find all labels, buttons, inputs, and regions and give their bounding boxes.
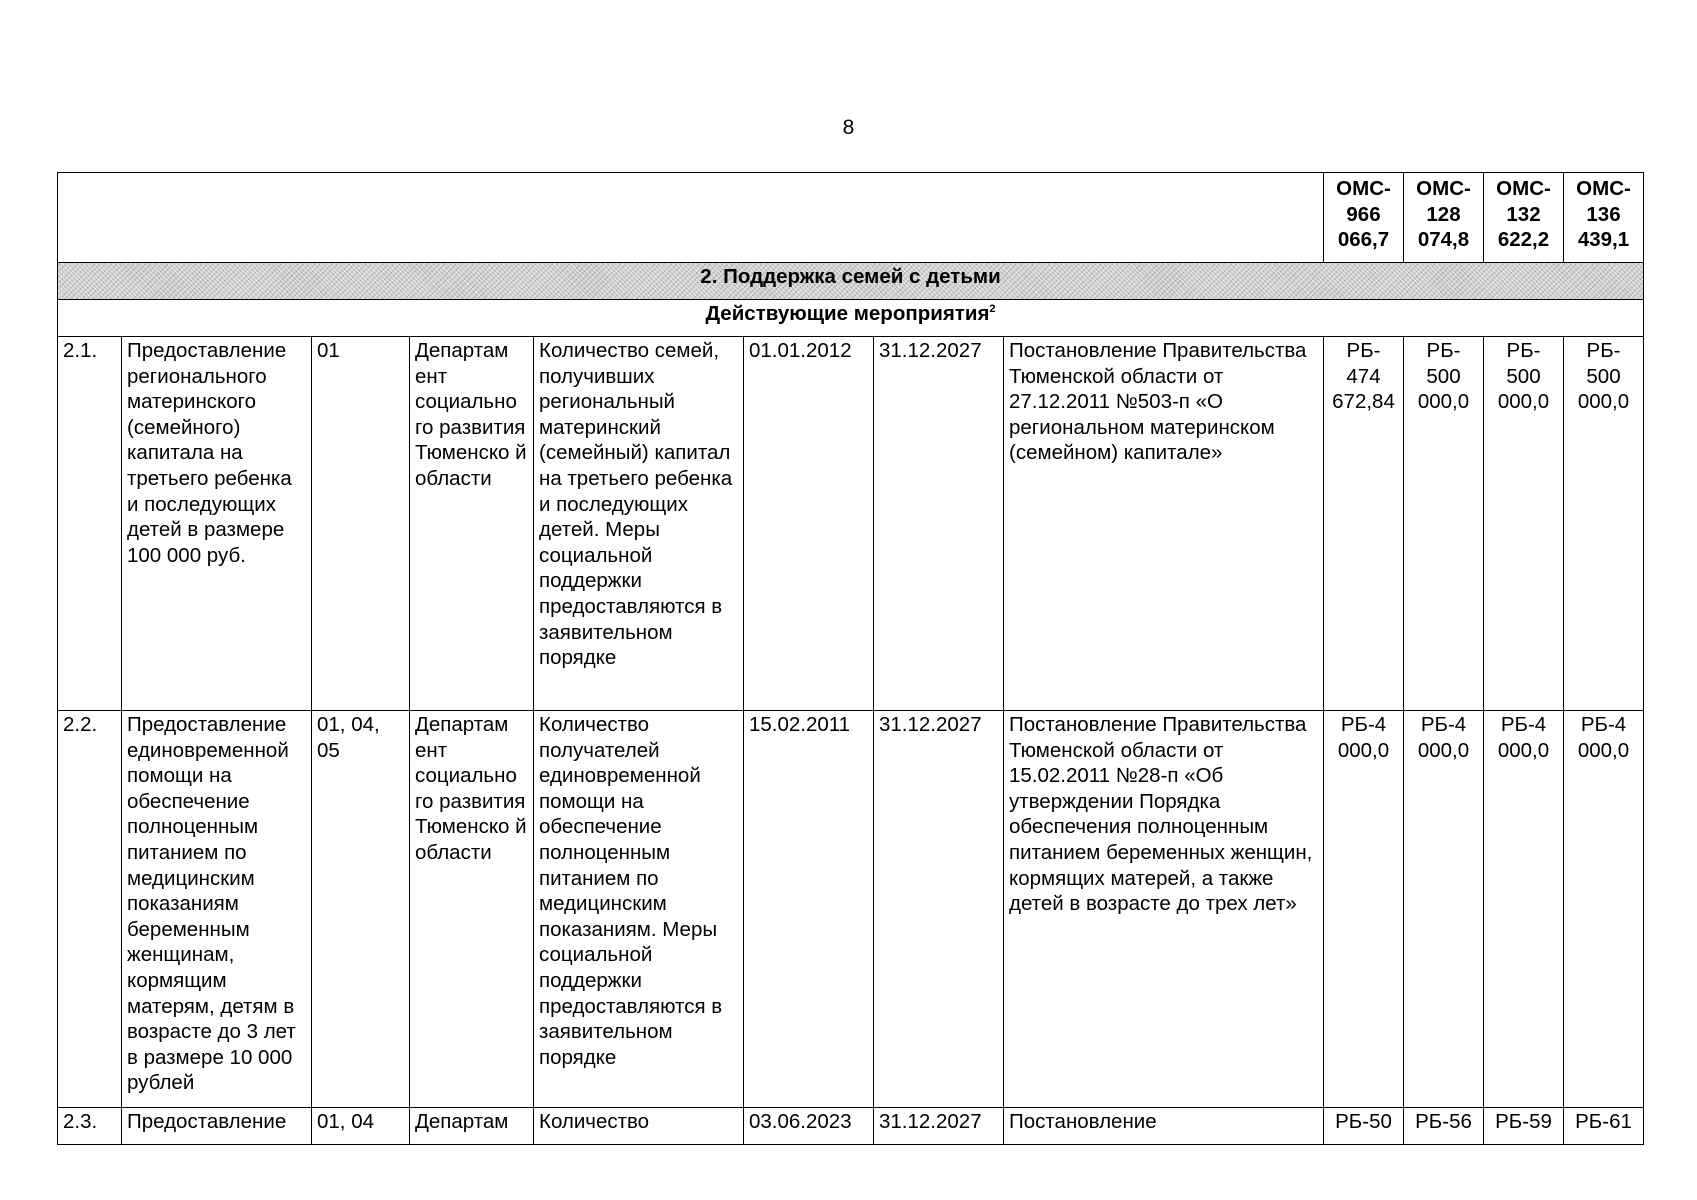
- table-row: [58, 1108, 1644, 1145]
- section-title: 2. Поддержка семей с детьми: [58, 263, 1644, 300]
- department-cell: Департам ент социально го развития Тюменско й области: [410, 337, 534, 711]
- funding-cell: РБ-4 000,0: [1484, 711, 1564, 1108]
- section-header-row: [58, 263, 1644, 300]
- funding-cell: ОМС- 136 439,1: [1564, 173, 1644, 263]
- end-date: 31.12.2027: [874, 711, 1004, 1108]
- table-row: [58, 337, 1644, 711]
- funding-cell: РБ-59: [1484, 1108, 1564, 1145]
- start-date: 15.02.2011: [744, 711, 874, 1108]
- measure-name: Предоставление регионального материнского (семейного) капитала на третьего ребенка и последующих детей в размере 100 000 руб.: [122, 337, 312, 711]
- funding-cell: ОМС- 132 622,2: [1484, 173, 1564, 263]
- funding-cell: ОМС- 966 066,7: [1324, 173, 1404, 263]
- funding-cell: РБ- 500 000,0: [1564, 337, 1644, 711]
- measures-table: [57, 172, 1644, 1145]
- funding-cell: РБ- 474 672,84: [1324, 337, 1404, 711]
- funding-cell: РБ-4 000,0: [1564, 711, 1644, 1108]
- funding-cell: РБ-56: [1404, 1108, 1484, 1145]
- funding-cell: РБ- 500 000,0: [1484, 337, 1564, 711]
- funding-cell: ОМС- 128 074,8: [1404, 173, 1484, 263]
- header-blank-cell: [58, 173, 1324, 263]
- subsection-title: Действующие мероприятия: [705, 302, 990, 325]
- legal-act: Постановление: [1004, 1108, 1324, 1145]
- codes-cell: 01: [312, 337, 410, 711]
- legal-act: Постановление Правительства Тюменской области от 15.02.2011 №28-п «Об утверждении Порядка обеспечения полноценным питанием беременных женщин, кормящих матерей, а также детей в возрасте до трех лет»: [1004, 711, 1324, 1108]
- row-number: 2.2.: [58, 711, 122, 1108]
- row-number: 2.3.: [58, 1108, 122, 1145]
- measure-name: Предоставление: [122, 1108, 312, 1145]
- codes-cell: 01, 04, 05: [312, 711, 410, 1108]
- page-number: 8: [842, 116, 855, 139]
- indicator-cell: Количество получателей единовременной помощи на обеспечение полноценным питанием по медицинским показаниям. Меры социальной поддержки предоставляются в заявительном порядке: [534, 711, 744, 1108]
- measure-name: Предоставление единовременной помощи на обеспечение полноценным питанием по медицинским показаниям беременным женщинам, кормящим матерям, детям в возрасте до 3 лет в размере 10 000 рублей: [122, 711, 312, 1108]
- start-date: 01.01.2012: [744, 337, 874, 711]
- funding-cell: РБ-61: [1564, 1108, 1644, 1145]
- funding-header-row: [58, 173, 1644, 263]
- end-date: 31.12.2027: [874, 337, 1004, 711]
- codes-cell: 01, 04: [312, 1108, 410, 1145]
- indicator-cell: Количество семей, получивших региональный материнский (семейный) капитал на третьего ребенка и последующих детей. Меры социальной поддержки предоставляются в заявительном порядке: [534, 337, 744, 711]
- department-cell: Департам: [410, 1108, 534, 1145]
- funding-cell: РБ-4 000,0: [1324, 711, 1404, 1108]
- start-date: 03.06.2023: [744, 1108, 874, 1145]
- row-number: 2.1.: [58, 337, 122, 711]
- indicator-cell: Количество: [534, 1108, 744, 1145]
- funding-cell: РБ- 500 000,0: [1404, 337, 1484, 711]
- footnote-marker: 2: [989, 303, 996, 316]
- department-cell: Департам ент социально го развития Тюменско й области: [410, 711, 534, 1108]
- table-row: [58, 711, 1644, 1108]
- subsection-row: [58, 300, 1644, 337]
- funding-cell: РБ-4 000,0: [1404, 711, 1484, 1108]
- subsection-cell: [58, 300, 1644, 337]
- end-date: 31.12.2027: [874, 1108, 1004, 1145]
- funding-cell: РБ-50: [1324, 1108, 1404, 1145]
- legal-act: Постановление Правительства Тюменской области от 27.12.2011 №503-п «О региональном материнском (семейном) капитале»: [1004, 337, 1324, 711]
